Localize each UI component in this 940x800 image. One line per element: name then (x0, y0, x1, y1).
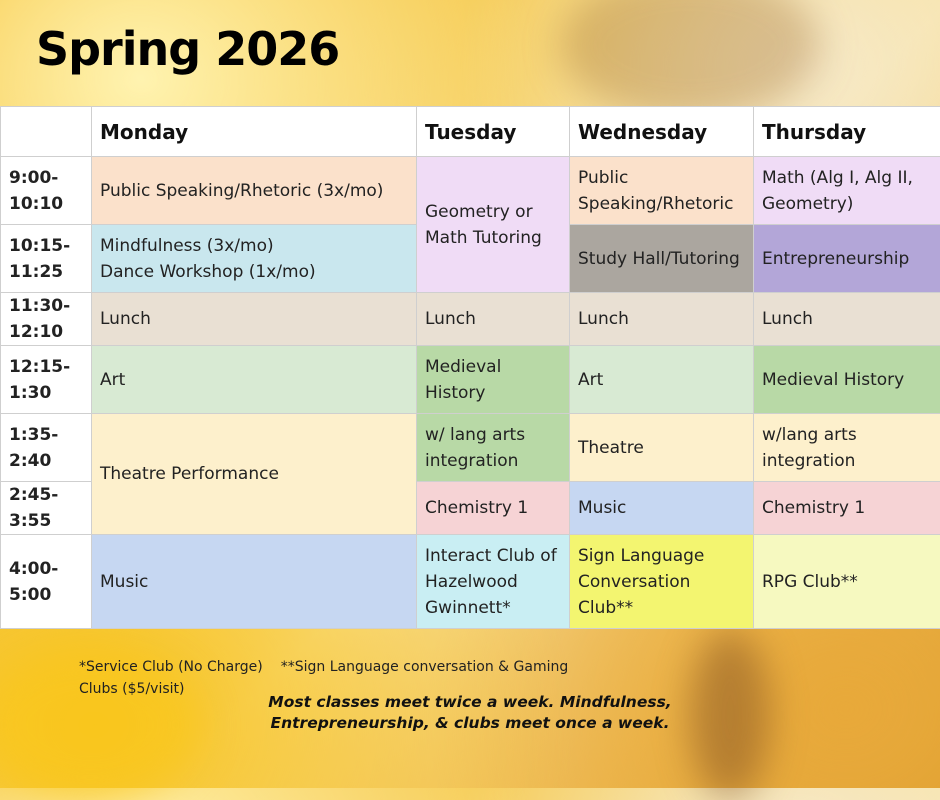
time-slot: 1:35-2:40 (1, 414, 92, 482)
class-cell: Study Hall/Tutoring (570, 225, 754, 293)
class-cell: Chemistry 1 (417, 482, 570, 535)
corner-header (1, 107, 92, 157)
time-slot: 12:15-1:30 (1, 346, 92, 414)
table-row (1, 346, 940, 414)
class-cell: Music (570, 482, 754, 535)
header-wednesday: Wednesday (570, 107, 754, 157)
class-cell: Lunch (570, 293, 754, 346)
meeting-frequency-note: Most classes meet twice a week. Mindfulness, Entrepreneurship, & clubs meet once a week. (250, 692, 690, 734)
class-cell: Entrepreneurship (754, 225, 940, 293)
schedule-table (0, 106, 940, 629)
page-title: Spring 2026 (36, 22, 339, 76)
background-blur (690, 630, 770, 800)
header-row (1, 107, 940, 157)
table-row (1, 293, 940, 346)
class-cell: Lunch (92, 293, 417, 346)
time-slot: 10:15-11:25 (1, 225, 92, 293)
clubs-footnote-cont: Clubs ($5/visit) (79, 681, 184, 697)
class-cell: Lunch (417, 293, 570, 346)
class-cell: Theatre Performance (92, 414, 417, 535)
class-cell: Lunch (754, 293, 940, 346)
time-slot: 4:00-5:00 (1, 535, 92, 629)
header-monday: Monday (92, 107, 417, 157)
time-slot: 2:45-3:55 (1, 482, 92, 535)
class-cell: w/ lang arts integration (417, 414, 570, 482)
class-cell: RPG Club** (754, 535, 940, 629)
class-cell: Public Speaking/Rhetoric (570, 157, 754, 225)
class-cell: Music (92, 535, 417, 629)
class-cell: Math (Alg I, Alg II, Geometry) (754, 157, 940, 225)
table-row (1, 157, 940, 225)
class-cell: w/lang arts integration (754, 414, 940, 482)
time-slot: 9:00-10:10 (1, 157, 92, 225)
class-cell: Art (92, 346, 417, 414)
class-cell: Sign Language Conversation Club** (570, 535, 754, 629)
class-cell: Medieval History (417, 346, 570, 414)
header-tuesday: Tuesday (417, 107, 570, 157)
class-cell: Mindfulness (3x/mo) Dance Workshop (1x/mo) (92, 225, 417, 293)
class-cell: Public Speaking/Rhetoric (3x/mo) (92, 157, 417, 225)
class-cell: Interact Club of Hazelwood Gwinnett* (417, 535, 570, 629)
background-blur (560, 0, 820, 120)
class-cell: Theatre (570, 414, 754, 482)
class-cell: Chemistry 1 (754, 482, 940, 535)
clubs-footnote: **Sign Language conversation & Gaming (281, 659, 569, 675)
class-cell: Geometry or Math Tutoring (417, 157, 570, 293)
class-cell: Medieval History (754, 346, 940, 414)
table-row (1, 414, 940, 482)
class-cell: Art (570, 346, 754, 414)
service-club-footnote: *Service Club (No Charge) (79, 659, 263, 675)
header-thursday: Thursday (754, 107, 940, 157)
time-slot: 11:30-12:10 (1, 293, 92, 346)
table-row (1, 535, 940, 629)
